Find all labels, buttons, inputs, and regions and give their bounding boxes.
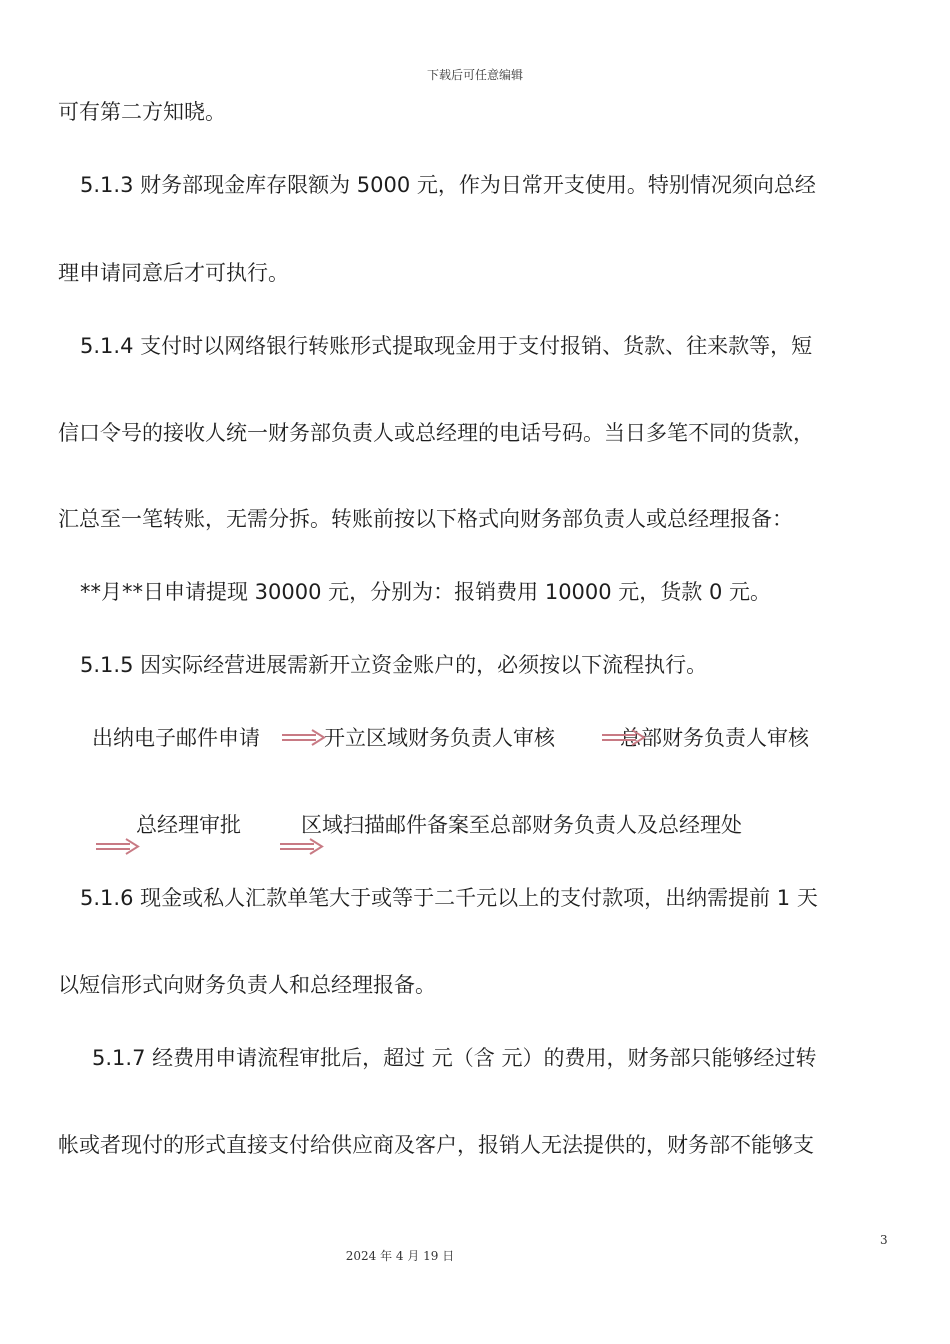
flow-step-2: 开立区域财务负责人审核 [324,726,555,750]
paragraph-5-1-4-line-4: **月**日申请提现 30000 元，分别为：报销费用 10000 元，货款 0 元。 [80,580,772,604]
paragraph-5-1-7-line-2: 帐或者现付的形式直接支付给供应商及客户，报销人无法提供的，财务部不能够支 [58,1133,814,1157]
flow-step-1: 出纳电子邮件申请 [92,726,260,750]
flow-step-3: 总部财务负责人审核 [620,726,809,750]
paragraph-5-1-5: 5.1.5 因实际经营进展需新开立资金账户的，必须按以下流程执行。 [80,653,708,677]
flow-arrow-icon [94,838,140,856]
paragraph-5-1-4-line-2: 信口令号的接收人统一财务部负责人或总经理的电话号码。当日多笔不同的货款， [58,421,814,445]
paragraph-5-1-6-line-1: 5.1.6 现金或私人汇款单笔大于或等于二千元以上的支付款项，出纳需提前 1 天 [80,886,818,910]
flow-arrow-icon [278,838,324,856]
flow-arrow-icon [280,729,326,747]
paragraph-5-1-6-line-2: 以短信形式向财务负责人和总经理报备。 [58,973,436,997]
paragraph-line: 可有第二方知晓。 [58,100,226,124]
paragraph-5-1-3-line-1: 5.1.3 财务部现金库存限额为 5000 元，作为日常开支使用。特别情况须向总经 [80,173,816,197]
page-number: 3 [880,1233,888,1247]
paragraph-5-1-3-line-2: 理申请同意后才可执行。 [58,261,289,285]
flow-step-4: 总经理审批 [136,813,241,837]
flow-arrow-icon [600,729,646,747]
page-footer-date: 2024 年 4 月 19 日 [345,1249,455,1263]
paragraph-5-1-4-line-1: 5.1.4 支付时以网络银行转账形式提取现金用于支付报销、货款、往来款等，短 [80,334,813,358]
paragraph-5-1-4-line-3: 汇总至一笔转账，无需分拆。转账前按以下格式向财务部负责人或总经理报备： [58,507,793,531]
page-header: 下载后可任意编辑 [426,68,523,82]
flow-step-5: 区域扫描邮件备案至总部财务负责人及总经理处 [301,813,742,837]
paragraph-5-1-7-line-1: 5.1.7 经费用申请流程审批后，超过 元（含 元）的费用，财务部只能够经过转 [92,1046,817,1070]
